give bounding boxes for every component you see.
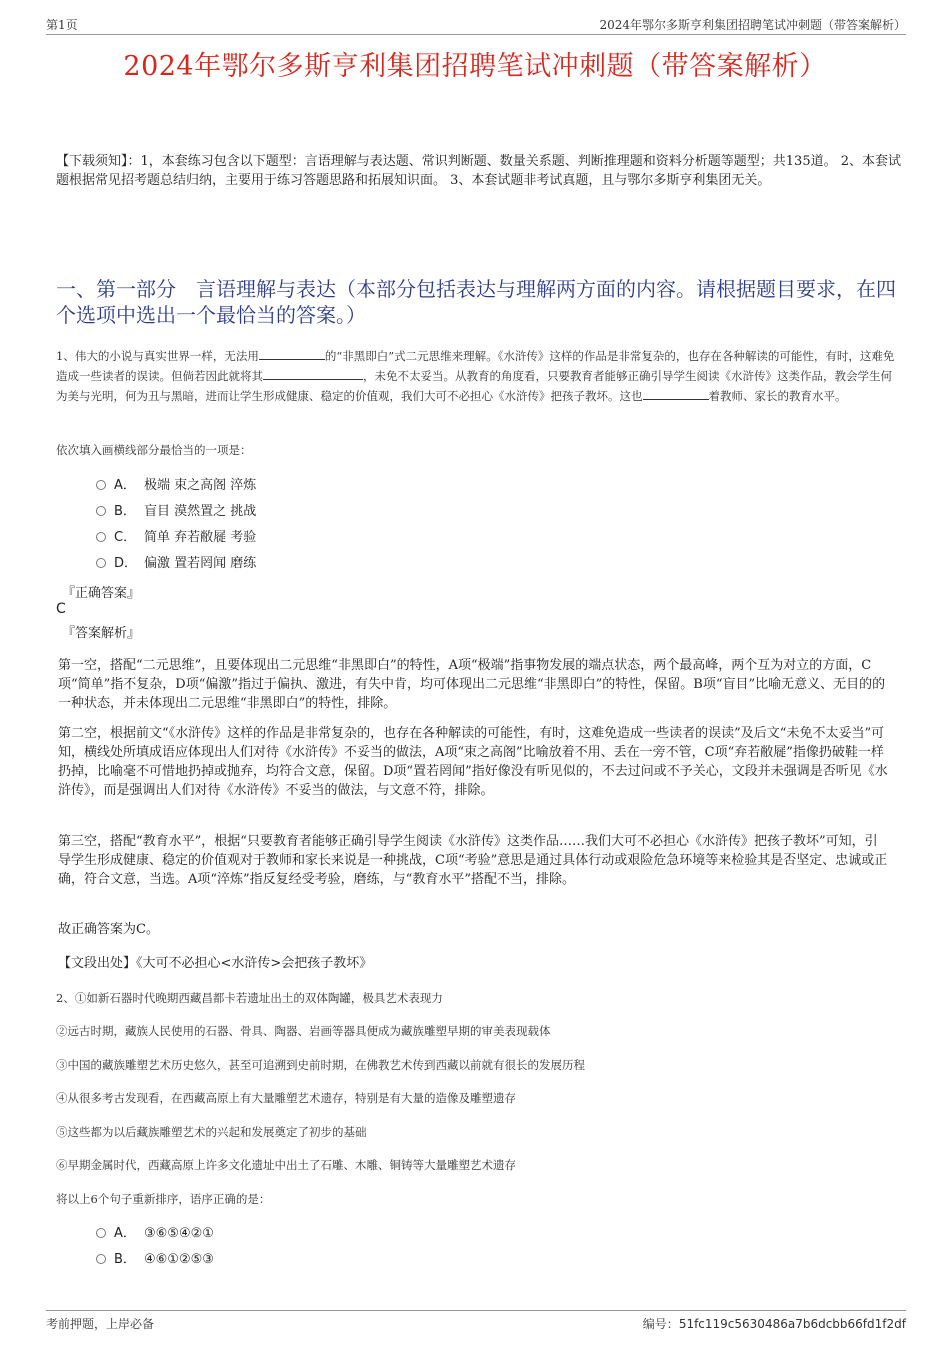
option-a[interactable]: A． 极端 束之高阁 淬炼 (96, 473, 596, 499)
document-title: 2024年鄂尔多斯亨利集团招聘笔试冲刺题（带答案解析） (123, 51, 827, 82)
fill-blank-1 (259, 347, 325, 360)
option-c[interactable]: C． 简单 弃若敝屣 考验 (96, 525, 596, 551)
answer-value: C (56, 601, 66, 617)
option-b[interactable]: B． ④⑥①②⑤③ (96, 1247, 596, 1273)
radio-icon[interactable] (96, 558, 106, 568)
document-code: 编号：51fc119c5630486a7b6dcbb66fd1f2df (642, 1317, 906, 1331)
analysis-paragraph-3: 第三空，搭配“教育水平”，根据“只要教育者能够正确引导学生阅读《水浒传》这类作品……我们大可不必担心《水浒传》把孩子教坏”可知，引导学生形成健康、稳定的价值观对于教师和家长来说是一种挑战，C项“考验”意思是通过具体行动或艰险危急环境等来检验其是否坚定、忠诚或正确，符合文意，当选。A项“淬炼”指反复经受考验，磨练，与“教育水平”搭配不当，排除。 (58, 834, 888, 887)
radio-icon[interactable] (96, 480, 106, 490)
download-notice: 【下载须知】：1，本套练习包含以下题型：言语理解与表达题、常识判断题、数量关系题、判断推理题和资料分析题等题型；共135道。 2、本套试题根据常见招考题总结归纳，主要用于练习答题思路和拓展知识面。 3、本套试题非考试真题，且与鄂尔多斯亨利集团无关。 (56, 154, 901, 188)
sentence-6: ⑥早期金属时代，西藏高原上许多文化遗址中出土了石雕、木雕、铜铸等大量雕塑艺术遗存 (56, 1158, 516, 1172)
question-2-options (96, 1221, 596, 1273)
answer-label: 『正确答案』 (62, 586, 141, 601)
option-a[interactable]: A． ③⑥⑤④②① (96, 1221, 596, 1247)
radio-icon[interactable] (96, 1228, 106, 1238)
page-footer (46, 1310, 906, 1331)
passage-source: 【文段出处】《大可不必担心<水浒传>会把孩子教坏》 (58, 956, 373, 971)
sentence-4: ④从很多考古发现看，在西藏高原上有大量雕塑艺术遗存，特别是有大量的造像及雕塑遗存 (56, 1091, 516, 1105)
question-1-options (96, 473, 596, 577)
question-2-prompt: 将以上6个句子重新排序，语序正确的是： (56, 1192, 271, 1206)
question-1-text: 1、伟大的小说与真实世界一样，无法用 的“非黑即白”式二元思维来理解。《水浒传》这样的作品是非常复杂的，也存在各种解读的可能性，有时，这难免造成一些读者的误读。但倘若因此就将其 ，未免不太妥当。从教育的角度看，只要教育者能够正确引导学生阅读《水浒传》这类作品，教会学生何为美与光明，何为丑与黑暗，进而让学生形成健康、稳定的价值观，我们大可不必担心《水浒传》把孩子教坏。这也 着教师、家长的教育水平。 (56, 349, 895, 403)
section-1-title: 一、第一部分 言语理解与表达（本部分包括表达与理解两方面的内容。请根据题目要求，在四个选项中选出一个最恰当的答案。） (56, 277, 896, 327)
analysis-paragraph-1: 第一空，搭配“二元思维”，且要体现出二元思维“非黑即白”的特性，A项“极端”指事物发展的端点状态，两个最高峰，两个互为对立的方面，C项“简单”指不复杂，D项“偏激”指过于偏执、激进，有失中肯，均可体现出二元思维“非黑即白”的特性，保留。B项“盲目”比喻无意义、无目的的一种状态，并未体现出二元思维“非黑即白”的特性，排除。 (58, 658, 886, 711)
analysis-conclusion: 故正确答案为C。 (58, 922, 159, 937)
option-b[interactable]: B． 盲目 漠然置之 挑战 (96, 499, 596, 525)
page-number: 第1页 (46, 18, 78, 32)
sentence-2: ②远古时期，藏族人民使用的石器、骨具、陶器、岩画等器具便成为藏族雕塑早期的审美表现载体 (56, 1024, 551, 1038)
radio-icon[interactable] (96, 506, 106, 516)
radio-icon[interactable] (96, 532, 106, 542)
analysis-label: 『答案解析』 (62, 626, 141, 641)
header-doc-title: 2024年鄂尔多斯亨利集团招聘笔试冲刺题（带答案解析） (599, 18, 906, 32)
sentence-3: ③中国的藏族雕塑艺术历史悠久，甚至可追溯到史前时期，在佛教艺术传到西藏以前就有很长的发展历程 (56, 1058, 585, 1072)
fill-blank-3 (643, 387, 709, 400)
sentence-5: ⑤这些都为以后藏族雕塑艺术的兴起和发展奠定了初步的基础 (56, 1125, 367, 1139)
radio-icon[interactable] (96, 1254, 106, 1264)
footer-slogan: 考前押题，上岸必备 (46, 1317, 155, 1331)
page-header (46, 14, 906, 35)
analysis-paragraph-2: 第二空，根据前文“《水浒传》这样的作品是非常复杂的，也存在各种解读的可能性，有时，这难免造成一些读者的误读”及后文“未免不太妥当”可知，横线处所填成语应体现出人们对待《水浒传》不妥当的做法，A项“束之高阁”比喻放着不用、丢在一旁不管，C项“弃若敝屣”指像扔破鞋一样扔掉，比喻毫不可惜地扔掉或抛弃，均符合文意，保留。D项“置若罔闻”指好像没有听见似的，不去过问或不予关心，文段并未强调是否听见《水浒传》，而是强调出人们对待《水浒传》不妥当的做法，与文意不符，排除。 (58, 726, 888, 798)
option-d[interactable]: D． 偏激 置若罔闻 磨练 (96, 551, 596, 577)
fill-blank-2 (263, 367, 363, 380)
question-1-prompt: 依次填入画横线部分最恰当的一项是： (56, 443, 252, 457)
sentence-1: 2、①如新石器时代晚期西藏昌都卡若遗址出土的双体陶罐，极具艺术表现力 (56, 991, 443, 1005)
